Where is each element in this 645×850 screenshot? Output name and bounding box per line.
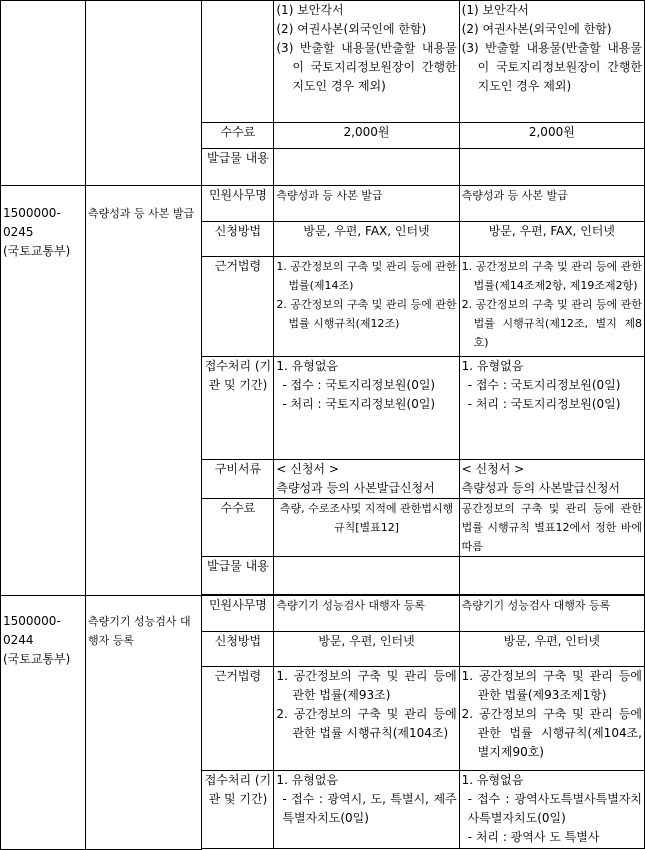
table-row — [1, 186, 645, 222]
method-current: 방문, 우편, 인터넷 — [274, 632, 459, 667]
proc-current — [274, 357, 459, 460]
proc-new — [459, 357, 644, 460]
row-label: 신청방법 — [202, 632, 274, 667]
docs-current — [274, 460, 459, 499]
row-label: 민원사무명 — [202, 596, 274, 632]
list-item: 2. 공간정보의 구축 및 관리 등에 관한 법률 시행규칙(제104조) — [276, 707, 457, 740]
law-current — [274, 257, 459, 357]
docs-current — [274, 1, 459, 123]
list-item: - 접수 : 광역사도특별사특별자치사특별자치도(0일) — [467, 792, 642, 825]
law-new — [459, 667, 644, 771]
row-label: 수수료 — [202, 499, 274, 557]
list-item: 2. 공간정보의 구축 및 관리 등에 관한 법률 시행규칙(제104조, 별지제90호) — [461, 707, 642, 759]
list-item: (2) 여권사본(외국인에 한함) — [461, 22, 612, 36]
issue-current — [274, 557, 459, 595]
list-item: - 처리 : 국토지리정보원(0일) — [467, 397, 621, 411]
list-item: 1. 유형없음 — [276, 359, 339, 373]
list-item: - 접수 : 국토지리정보원(0일) — [467, 378, 621, 392]
list-item: - 접수 : 국토지리정보원(0일) — [282, 378, 436, 392]
docs-new — [459, 1, 644, 123]
fee-current: 2,000원 — [274, 123, 459, 149]
row-label: 발급물 내용 — [202, 557, 274, 595]
org-cell — [1, 186, 86, 596]
name-cell — [86, 1, 202, 186]
list-item: (3) 반출할 내용물(반출할 내용물이 국토지리정보원장이 간행한 지도인 경우 제외) — [276, 41, 457, 93]
fee-current: 측량, 수로조사및 지적에 관한법시행규칙[별표12] — [274, 499, 459, 557]
service-current: 측량성과 등 사본 발급 — [274, 186, 459, 222]
agency-name: (국토교통부) — [3, 244, 71, 258]
service-new: 측량성과 등 사본 발급 — [459, 186, 644, 222]
table-row — [1, 596, 645, 632]
row-label: 구비서류 — [202, 460, 274, 499]
list-item: < 신청서 > — [461, 462, 525, 476]
method-new: 방문, 우편, FAX, 인터넷 — [459, 222, 644, 257]
list-item: 1. 공간정보의 구축 및 관리 등에 관한 법률(제14조제2항, 제19조제2항) — [461, 260, 642, 292]
row-label — [202, 1, 274, 123]
docs-new — [459, 460, 644, 499]
list-item: < 신청서 > — [276, 462, 339, 476]
list-item: 1. 유형없음 — [276, 773, 339, 787]
method-current: 방문, 우편, FAX, 인터넷 — [274, 222, 459, 257]
row-label: 발급물 내용 — [202, 149, 274, 186]
list-item: (1) 보안각서 — [461, 3, 529, 17]
list-item: 1. 공간정보의 구축 및 관리 등에 관한 법률(제14조) — [276, 260, 457, 292]
list-item: 측량성과 등의 사본발급신청서 — [461, 481, 620, 495]
table-row — [1, 1, 645, 123]
issue-new — [459, 149, 644, 186]
org-cell — [1, 596, 86, 850]
list-item: 1. 유형없음 — [461, 359, 524, 373]
list-item: - 처리 : 국토지리정보원(0일) — [282, 397, 436, 411]
row-label: 근거법령 — [202, 667, 274, 771]
list-item: (2) 여권사본(외국인에 한함) — [276, 22, 427, 36]
law-new — [459, 257, 644, 357]
service-name: 측량기기 성능검사 대행자 등록 — [86, 596, 202, 850]
row-label: 수수료 — [202, 123, 274, 149]
row-label: 근거법령 — [202, 257, 274, 357]
list-item: 2. 공간정보의 구축 및 관리 등에 관한 법률 시행규칙(제12조, 별지 제8호) — [461, 298, 642, 349]
law-current — [274, 667, 459, 771]
list-item: 2. 공간정보의 구축 및 관리 등에 관한 법률 시행규칙(제12조) — [276, 298, 457, 330]
service-code: 1500000-0245 — [3, 206, 61, 239]
list-item: (1) 보안각서 — [276, 3, 344, 17]
row-label: 신청방법 — [202, 222, 274, 257]
service-new: 측량기기 성능검사 대행자 등록 — [459, 596, 644, 632]
service-name: 측량성과 등 사본 발급 — [86, 186, 202, 596]
list-item: 1. 유형없음 — [461, 773, 524, 787]
list-item: 1. 공간정보의 구축 및 관리 등에 관한 법률(제93조) — [276, 669, 457, 702]
fee-new: 2,000원 — [459, 123, 644, 149]
service-current: 측량기기 성능검사 대행자 등록 — [274, 596, 459, 632]
list-item: 측량성과 등의 사본발급신청서 — [276, 481, 435, 495]
list-item: (3) 반출할 내용물(반출할 내용물이 국토지리정보원장이 간행한 지도인 경우 제외) — [461, 41, 642, 93]
row-label: 민원사무명 — [202, 186, 274, 222]
list-item: 1. 공간정보의 구축 및 관리 등에 관한 법률(제93조제1항) — [461, 669, 642, 702]
row-label: 접수처리 (기관 및 기간) — [202, 771, 274, 849]
service-code: 1500000-0244 — [3, 614, 61, 647]
issue-current — [274, 149, 459, 186]
list-item: - 접수 : 광역시, 도, 특별시, 제주특별자치도(0일) — [282, 792, 457, 825]
agency-name: (국토교통부) — [3, 652, 71, 666]
org-cell — [1, 1, 86, 186]
method-new: 방문, 우편, 인터넷 — [459, 632, 644, 667]
issue-new — [459, 557, 644, 595]
list-item: - 처리 : 광역사 도 특별사 — [467, 830, 600, 844]
fee-new: 공간정보의 구축 및 관리 등에 관한 법률 시행규칙 별표12에서 정한 바에 따름 — [459, 499, 644, 557]
row-label: 접수처리 (기관 및 기간) — [202, 357, 274, 460]
